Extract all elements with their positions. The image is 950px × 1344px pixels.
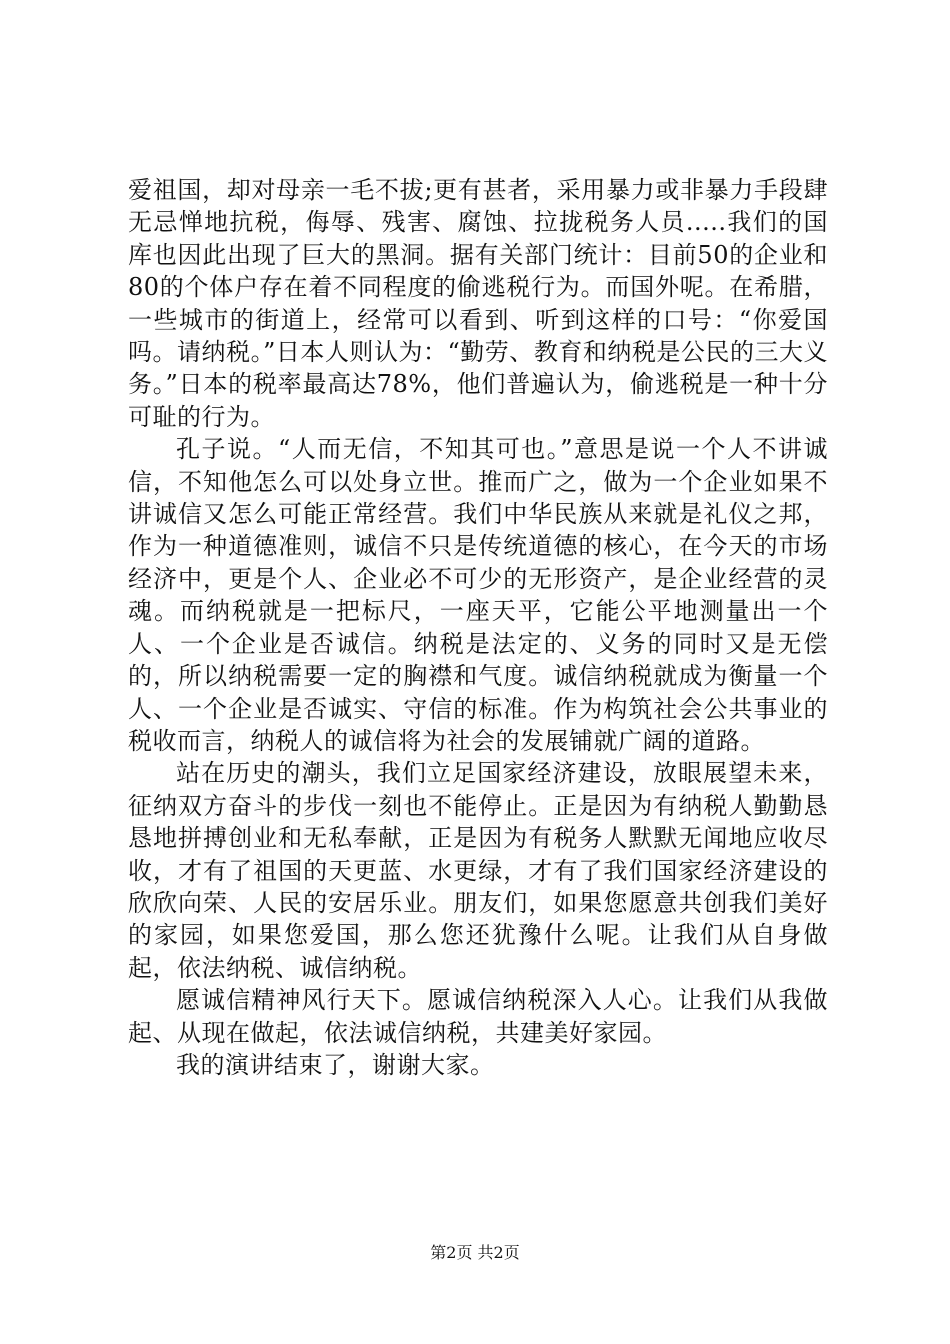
paragraph-closing: 我的演讲结束了，谢谢大家。 (176, 1050, 495, 1079)
page-number: 第2页 共2页 (430, 1243, 520, 1262)
paragraph-history: 站在历史的潮头，我们立足国家经济建设，放眼展望未来，征纳双方奋斗的步伐一刻也不能停止。正是因为有纳税人勤勤恳恳地拼搏创业和无私奉献，正是因为有税务人默默无闻地应收尽收，才有了祖国的天更蓝、水更绿，才有了我们国家经济建设的欣欣向荣、人民的安居乐业。朋友们，如果您愿意共创我们美好的家园，如果您爱国，那么您还犹豫什么呢。让我们从自身做起，依法纳税、诚信纳税。 (128, 759, 828, 982)
paragraph-confucius: 孔子说。“人而无信，不知其可也。”意思是说一个人不讲诚信，不知他怎么可以处身立世。推而广之，做为一个企业如果不讲诚信又怎么可能正常经营。我们中华民族从来就是礼仪之邦，作为一种道德准则，诚信不只是传统道德的核心，在今天的市场经济中，更是个人、企业必不可少的无形资产，是企业经营的灵魂。而纳税就是一把标尺，一座天平，它能公平地测量出一个人、一个企业是否诚信。纳税是法定的、义务的同时又是无偿的，所以纳税需要一定的胸襟和气度。诚信纳税就成为衡量一个人、一个企业是否诚实、守信的标准。作为构筑社会公共事业的税收而言，纳税人的诚信将为社会的发展铺就广阔的道路。 (128, 435, 828, 755)
page-footer (0, 1243, 950, 1263)
paragraph-continued: 爱祖国，却对母亲一毛不拔;更有甚者，采用暴力或非暴力手段肆无忌惮地抗税，侮辱、残害、腐蚀、拉拢税务人员.....我们的国库也因此出现了巨大的黑洞。据有关部门统计：目前50的企业和80的个体户存在着不同程度的偷逃税行为。而国外呢。在希腊，一些城市的街道上，经常可以看到、听到这样的口号：“你爱国吗。请纳税。”日本人则认为：“勤劳、教育和纳税是公民的三大义务。”日本的税率最高达78%，他们普遍认为，偷逃税是一种十分可耻的行为。 (128, 176, 828, 431)
paragraph-wish: 愿诚信精神风行天下。愿诚信纳税深入人心。让我们从我做起、从现在做起，依法诚信纳税，共建美好家园。 (128, 986, 828, 1047)
document-body (128, 174, 828, 1081)
